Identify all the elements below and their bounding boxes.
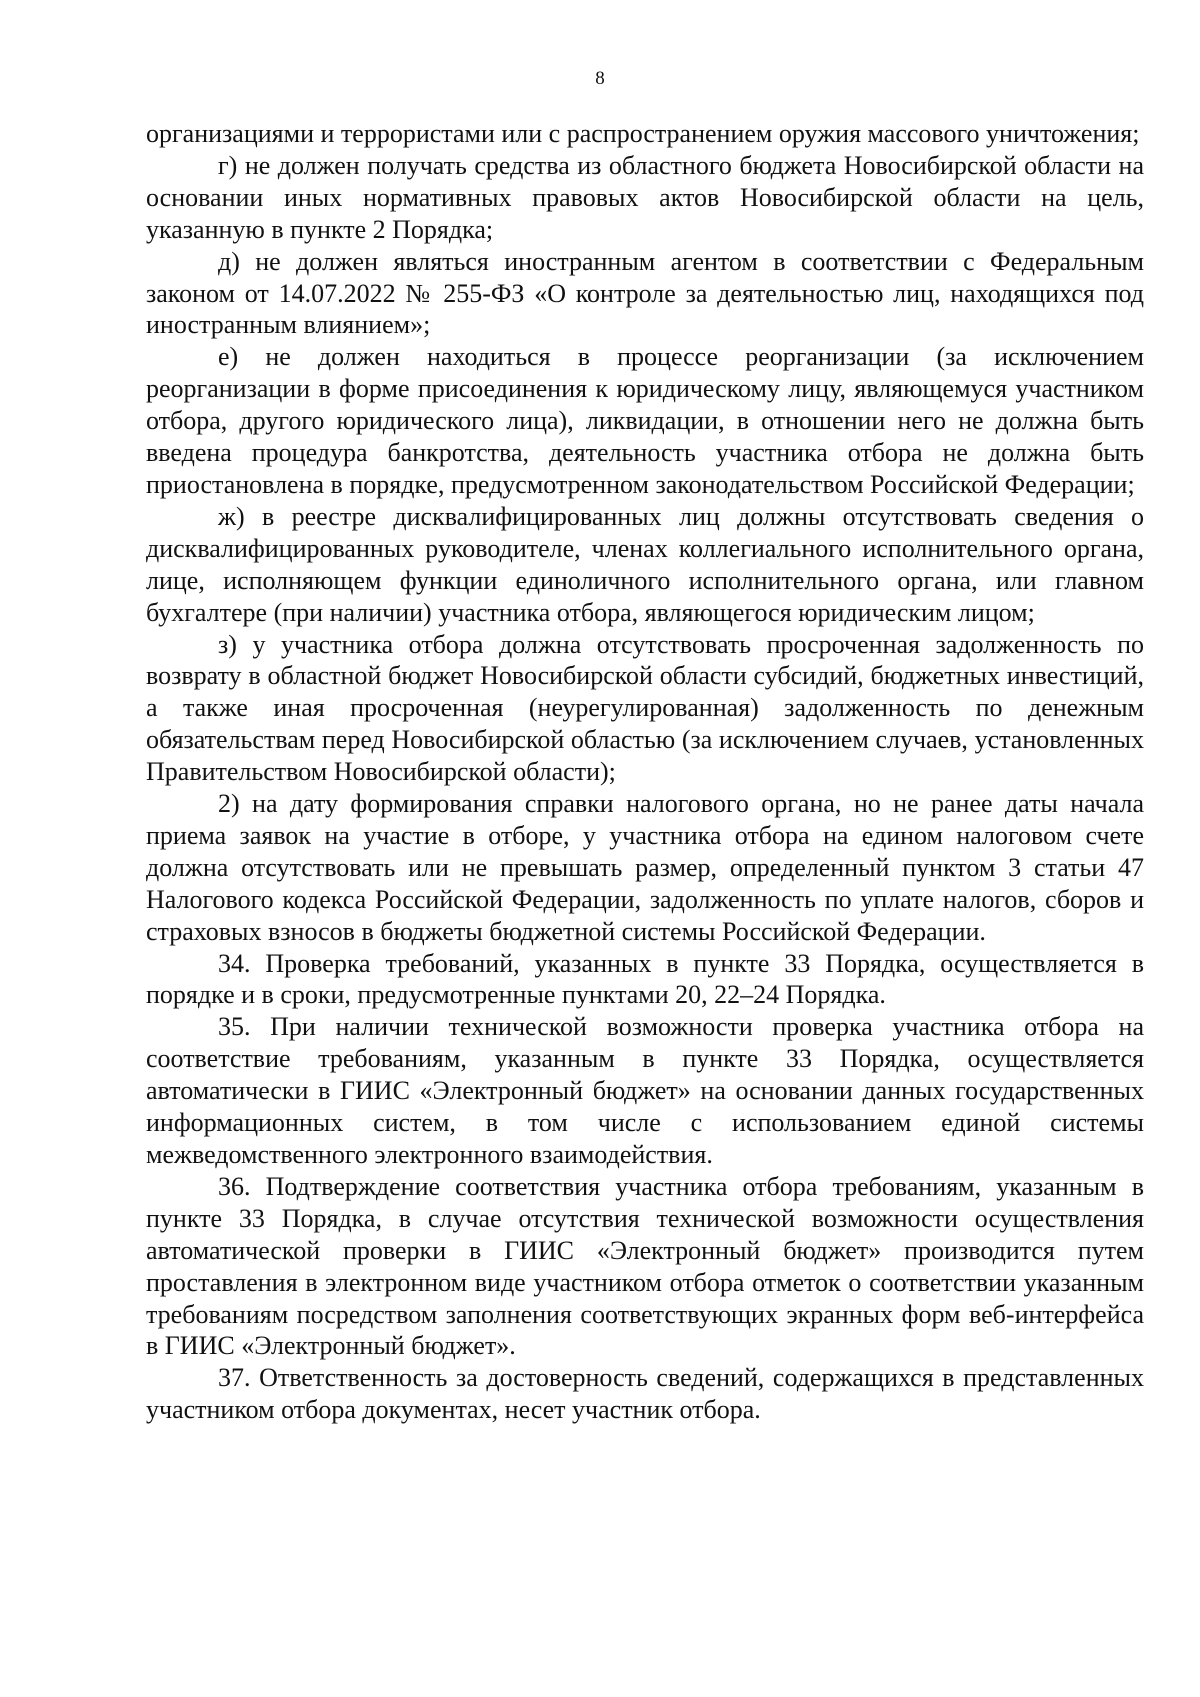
paragraph-item-e: е) не должен находиться в процессе реорганизации (за исключением реорганизации в форме присоединения к юридическому лицу, являющемуся участником отбора, другого юридического лица), ликвидации, в отношении него не должна быть введена процедура банкротства, деятельность участника отбора не должна быть приостановлена в порядке, предусмотренном законодательством Российской Федерации; (146, 342, 1144, 499)
paragraph-continuation: организациями и террористами или с распространением оружия массового уничтожения; (146, 119, 1140, 148)
page-number: 8 (595, 68, 605, 89)
document-body (146, 118, 1144, 1426)
paragraph-37: 37. Ответственность за достоверность сведений, содержащихся в представленных участником отбора документах, несет участник отбора. (146, 1363, 1144, 1425)
paragraph-item-z: з) у участника отбора должна отсутствовать просроченная задолженность по возврату в областной бюджет Новосибирской области субсидий, бюджетных инвестиций, а также иная просроченная (неурегулированная) задолженность по денежным обязательствам перед Новосибирской областью (за исключением случаев, установленных Правительством Новосибирской области); (146, 629, 1144, 787)
paragraph-34: 34. Проверка требований, указанных в пункте 33 Порядка, осуществляется в порядке и в сроки, предусмотренные пунктами 20, 22–24 Порядка. (146, 948, 1144, 1010)
paragraph-36: 36. Подтверждение соответствия участника отбора требованиям, указанным в пункте 33 Порядка, в случае отсутствия технической возможности осуществления автоматической проверки в ГИИС «Электронный бюджет» производится путем проставления в электронном виде участником отбора отметок о соответствии указанным требованиям посредством заполнения соответствующих экранных форм веб-интерфейса в ГИИС «Электронный бюджет». (146, 1171, 1144, 1361)
paragraph-item-zh: ж) в реестре дисквалифицированных лиц должны отсутствовать сведения о дисквалифицированных руководителе, членах коллегиального исполнительного органа, лице, исполняющем функции единоличного исполнительного органа, или главном бухгалтере (при наличии) участника отбора, являющегося юридическим лицом; (146, 501, 1144, 627)
paragraph-item-g: г) не должен получать средства из областного бюджета Новосибирской области на основании иных нормативных правовых актов Новосибирской области на цель, указанную в пункте 2 Порядка; (146, 150, 1144, 244)
paragraph-35: 35. При наличии технической возможности проверка участника отбора на соответствие требованиям, указанным в пункте 33 Порядка, осуществляется автоматически в ГИИС «Электронный бюджет» на основании данных государственных информационных систем, в том числе с использованием единой системы межведомственного электронного взаимодействия. (146, 1012, 1144, 1169)
paragraph-item-d: д) не должен являться иностранным агентом в соответствии с Федеральным законом от 14.07.2022 № 255-ФЗ «О контроле за деятельностью лиц, находящихся под иностранным влиянием»; (146, 246, 1144, 340)
paragraph-item-2: 2) на дату формирования справки налогового органа, но не ранее даты начала приема заявок на участие в отборе, у участника отбора на едином налоговом счете должна отсутствовать или не превышать размер, определенный пунктом 3 статьи 47 Налогового кодекса Российской Федерации, задолженность по уплате налогов, сборов и страховых взносов в бюджеты бюджетной системы Российской Федерации. (146, 789, 1144, 946)
